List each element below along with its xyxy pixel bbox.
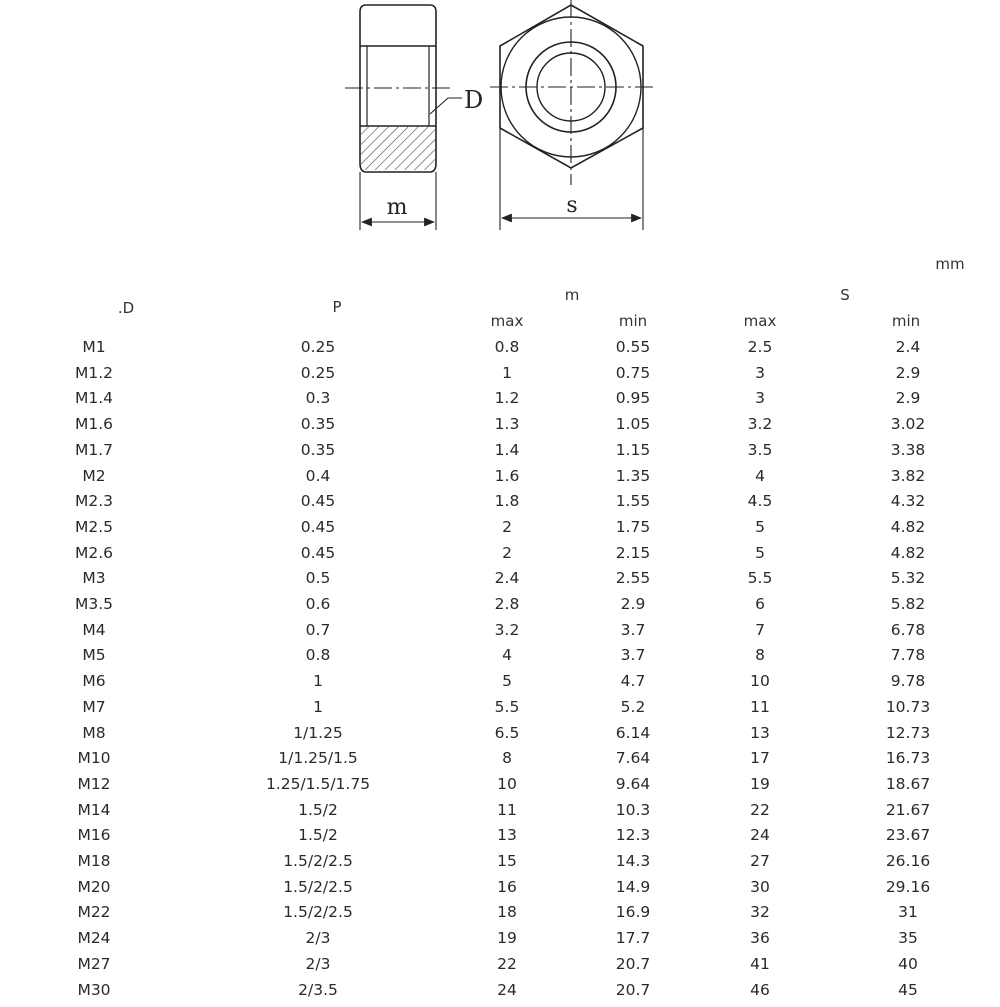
cell-m-max: 1.4 [494, 440, 520, 459]
header-d: .D [117, 299, 135, 317]
cell-size: M20 [77, 877, 111, 896]
cell-m-min: 12.3 [615, 826, 651, 845]
cell-s-min: 31 [898, 903, 918, 922]
cell-size: M18 [77, 852, 111, 870]
header-s-min: min [891, 312, 921, 330]
cell-size: M1.2 [74, 363, 114, 382]
cell-m-max: 19 [497, 929, 517, 948]
cell-s-min: 16.73 [885, 749, 931, 768]
cell-s-min: 45 [898, 980, 918, 999]
cell-pitch: 0.45 [300, 543, 336, 562]
cell-m-max: 1.2 [494, 389, 520, 408]
cell-pitch: 0.25 [300, 363, 336, 382]
cell-m-min: 2.15 [615, 543, 651, 562]
cell-size: M1.6 [74, 415, 114, 434]
cell-size: M7 [82, 697, 106, 716]
cell-s-min: 2.9 [895, 389, 921, 408]
cell-s-min: 5.82 [890, 595, 926, 613]
cell-pitch: 0.5 [305, 569, 331, 588]
cell-s-min: 10.73 [885, 697, 931, 716]
cell-m-min: 16.9 [615, 903, 651, 922]
cell-size: M30 [77, 980, 111, 999]
s-dimension-label: s [566, 193, 578, 218]
cell-s-max: 3 [755, 389, 765, 408]
cell-s-min: 35 [898, 929, 918, 948]
cell-size: M10 [77, 749, 111, 768]
cell-size: M2.3 [74, 492, 114, 511]
cell-m-max: 10 [497, 774, 517, 793]
cell-s-min: 21.67 [885, 800, 931, 819]
cell-size: M1.4 [74, 389, 114, 408]
cell-pitch: 1.5/2 [298, 800, 338, 819]
header-m-max: max [490, 312, 524, 330]
cell-m-min: 2.55 [615, 569, 651, 588]
cell-s-max: 4 [755, 466, 765, 485]
cell-size: M3.5 [74, 595, 114, 613]
cell-s-max: 32 [750, 903, 770, 922]
cell-pitch: 1.5/2 [298, 826, 338, 845]
cell-s-min: 4.82 [890, 517, 926, 536]
cell-m-max: 16 [497, 877, 517, 896]
cell-pitch: 2/3 [305, 954, 331, 973]
cell-m-min: 4.7 [620, 672, 646, 691]
cell-m-min: 9.64 [615, 774, 651, 793]
cell-m-max: 13 [497, 826, 517, 845]
cell-size: M1.7 [74, 440, 114, 459]
cell-s-max: 19 [750, 774, 770, 793]
cell-s-min: 4.82 [890, 543, 926, 562]
cell-s-min: 6.78 [890, 620, 926, 639]
cell-m-min: 10.3 [615, 800, 651, 819]
cell-s-min: 26.16 [885, 852, 931, 870]
cell-pitch: 0.3 [305, 389, 331, 408]
cell-m-max: 11 [497, 800, 517, 819]
cell-pitch: 1.25/1.5/1.75 [265, 774, 371, 793]
cell-size: M1 [82, 338, 106, 356]
cell-s-max: 3.5 [747, 440, 773, 459]
cell-pitch: 0.4 [305, 466, 331, 485]
cell-size: M22 [77, 903, 111, 922]
cell-m-min: 1.05 [615, 415, 651, 434]
cell-m-max: 3.2 [494, 620, 520, 639]
cell-m-max: 1.6 [494, 466, 520, 485]
cell-m-min: 17.7 [615, 929, 651, 948]
cell-s-min: 5.32 [890, 569, 926, 588]
cell-s-max: 17 [750, 749, 770, 768]
cell-pitch: 0.7 [305, 620, 331, 639]
cell-s-max: 36 [750, 929, 770, 948]
cell-s-max: 3.2 [747, 415, 773, 434]
cell-size: M2.5 [74, 517, 114, 536]
cell-s-max: 8 [755, 646, 765, 665]
cell-s-max: 6 [755, 595, 765, 613]
cell-size: M8 [82, 723, 106, 742]
cell-size: M27 [77, 954, 111, 973]
cell-s-max: 7 [755, 620, 765, 639]
cell-m-min: 5.2 [620, 697, 646, 716]
cell-s-max: 30 [750, 877, 770, 896]
cell-pitch: 0.25 [300, 338, 336, 356]
cell-m-max: 5.5 [494, 697, 520, 716]
cell-size: M4 [82, 620, 106, 639]
cell-pitch: 0.35 [300, 415, 336, 434]
cell-pitch: 1.5/2/2.5 [283, 903, 353, 922]
cell-m-max: 1.3 [494, 415, 520, 434]
cell-size: M24 [77, 929, 111, 948]
cell-s-max: 2.5 [747, 338, 773, 356]
cell-pitch: 1.5/2/2.5 [283, 852, 353, 870]
cell-m-min: 0.55 [615, 338, 651, 356]
cell-m-min: 1.75 [615, 517, 651, 536]
cell-m-min: 3.7 [620, 646, 646, 665]
cell-size: M12 [77, 774, 111, 793]
cell-m-min: 20.7 [615, 980, 651, 999]
cell-s-max: 5.5 [747, 569, 773, 588]
cell-s-max: 3 [755, 363, 765, 382]
cell-pitch: 2/3.5 [298, 980, 338, 999]
cell-pitch: 0.45 [300, 517, 336, 536]
cell-s-min: 2.9 [895, 363, 921, 382]
cell-size: M5 [82, 646, 106, 665]
cell-s-min: 7.78 [890, 646, 926, 665]
cell-m-max: 2.8 [494, 595, 520, 613]
cell-s-min: 29.16 [885, 877, 931, 896]
cell-s-max: 4.5 [747, 492, 773, 511]
cell-size: M2 [82, 466, 106, 485]
cell-m-max: 15 [497, 852, 517, 870]
cell-m-min: 1.35 [615, 466, 651, 485]
cell-s-max: 5 [755, 543, 765, 562]
cell-m-max: 5 [502, 672, 512, 691]
cell-s-min: 23.67 [885, 826, 931, 845]
cell-m-max: 2.4 [494, 569, 520, 588]
cell-size: M14 [77, 800, 111, 819]
cell-m-min: 0.75 [615, 363, 651, 382]
cell-s-max: 5 [755, 517, 765, 536]
cell-s-max: 46 [750, 980, 770, 999]
unit-label: mm [935, 255, 965, 273]
cell-s-max: 11 [750, 697, 770, 716]
cell-s-max: 41 [750, 954, 770, 973]
cell-m-max: 6.5 [494, 723, 520, 742]
cell-m-max: 4 [502, 646, 512, 665]
cell-s-max: 22 [750, 800, 770, 819]
cell-size: M16 [77, 826, 111, 845]
d-diameter-label: D [464, 86, 484, 114]
cell-s-min: 3.02 [890, 415, 926, 434]
cell-s-min: 40 [898, 954, 918, 973]
cell-s-min: 3.38 [890, 440, 926, 459]
cell-pitch: 1 [313, 697, 323, 716]
cell-m-max: 22 [497, 954, 517, 973]
cell-m-min: 1.55 [615, 492, 651, 511]
cell-m-min: 14.9 [615, 877, 651, 896]
header-m: m [564, 286, 580, 304]
m-dimension-label: m [386, 195, 408, 220]
cell-m-max: 2 [502, 543, 512, 562]
cell-size: M3 [82, 569, 106, 588]
cell-pitch: 1.5/2/2.5 [283, 877, 353, 896]
cell-pitch: 0.8 [305, 646, 331, 665]
cell-m-min: 0.95 [615, 389, 651, 408]
cell-m-min: 2.9 [620, 595, 646, 613]
cell-pitch: 2/3 [305, 929, 331, 948]
cell-s-max: 13 [750, 723, 770, 742]
cell-s-min: 2.4 [895, 338, 921, 356]
cell-pitch: 0.35 [300, 440, 336, 459]
cell-size: M2.6 [74, 543, 114, 562]
cell-s-max: 24 [750, 826, 770, 845]
cell-s-min: 18.67 [885, 774, 931, 793]
header-s-max: max [743, 312, 777, 330]
cell-pitch: 0.45 [300, 492, 336, 511]
cell-s-max: 10 [750, 672, 770, 691]
cell-m-min: 14.3 [615, 852, 651, 870]
header-s: S [840, 286, 850, 304]
cell-m-max: 8 [502, 749, 512, 768]
cell-s-min: 3.82 [890, 466, 926, 485]
cell-m-max: 0.8 [494, 338, 520, 356]
cell-m-min: 20.7 [615, 954, 651, 973]
cell-pitch: 1/1.25/1.5 [278, 749, 358, 768]
cell-pitch: 1 [313, 672, 323, 691]
cell-m-min: 1.15 [615, 440, 651, 459]
cell-size: M6 [82, 672, 106, 691]
cell-s-max: 27 [750, 852, 770, 870]
cell-m-max: 24 [497, 980, 517, 999]
cell-m-min: 6.14 [615, 723, 651, 742]
cell-m-min: 3.7 [620, 620, 646, 639]
cell-s-min: 9.78 [890, 672, 926, 691]
cell-pitch: 1/1.25 [293, 723, 343, 742]
cell-m-max: 1.8 [494, 492, 520, 511]
cell-pitch: 0.6 [305, 595, 331, 613]
header-m-min: min [618, 312, 648, 330]
header-p: P [332, 298, 342, 316]
cell-m-max: 1 [502, 363, 512, 382]
cell-m-min: 7.64 [615, 749, 651, 768]
cell-s-min: 4.32 [890, 492, 926, 511]
cell-m-max: 18 [497, 903, 517, 922]
cell-s-min: 12.73 [885, 723, 931, 742]
cell-m-max: 2 [502, 517, 512, 536]
